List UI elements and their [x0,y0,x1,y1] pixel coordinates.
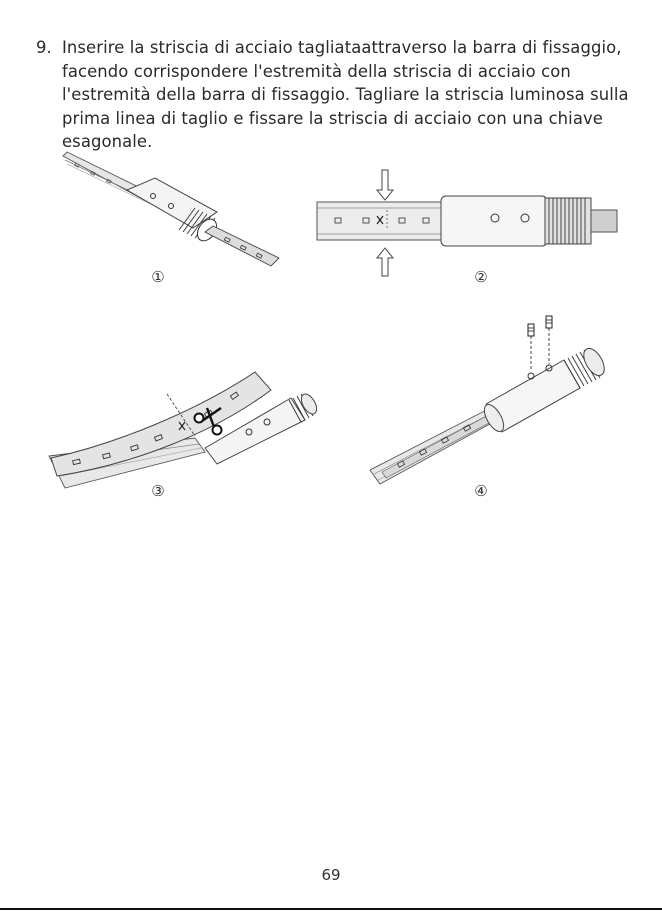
screw-icon [528,324,534,370]
step-number: 9. [36,38,52,57]
step-text: Inserire la striscia di acciaio tagliataattraverso la barra di fissaggio, facendo corrispondere l'estremità della striscia di acciaio con l'estremità della barra di fissaggio. Tagliare la striscia luminosa sulla prima linea di taglio e fissare la striscia di acciaio con una chiave esagonale. [62,38,629,151]
figure-4-illustration [368,312,620,492]
page-number: 69 [321,866,341,884]
screw-icon [546,316,552,364]
figure-3-label: ③ [151,482,165,500]
figure-2-illustration [315,166,620,284]
figure-2-label: ② [474,268,488,286]
figure-4-label: ④ [474,482,488,500]
figure-1-label: ① [151,268,165,286]
figure-1-illustration [55,150,285,270]
instruction-step [36,36,636,154]
bottom-rule [0,908,662,910]
figure-3-illustration [45,352,325,492]
